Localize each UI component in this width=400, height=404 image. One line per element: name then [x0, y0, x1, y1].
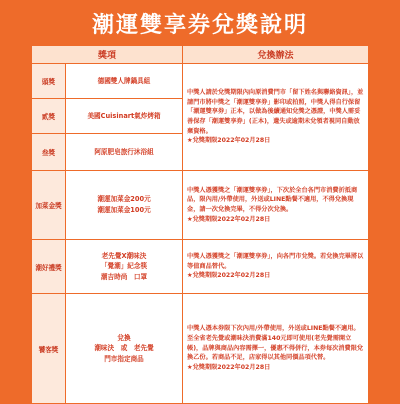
prize-line: 老先覺X潮味決	[101, 251, 147, 260]
prize-cell	[66, 294, 183, 404]
prize-line: 門市指定商品	[104, 354, 144, 363]
table-row	[32, 171, 369, 240]
method-cell-foodie	[183, 294, 369, 404]
method-text: 中獎人憑獲獎之「潮運雙享券」，下次於全台各門市消費折抵商品，限內用/外帶使用，外送或LINE點餐不適用，不得兌換現金，請一次兌換完畢，不得分次兌換。	[187, 186, 358, 213]
method-text: 至全省老先覺或潮味決消費滿140元即可使用(老先覺需開立帳)，品牌與商品內容需擇一，優惠不得併行，本券每次消費限兌換乙份。若商品不足，店家得以其他同價品項代替。	[187, 335, 364, 362]
rank-cell: 加菜金獎	[32, 171, 66, 240]
rank-cell: 叁獎	[32, 134, 66, 171]
rank-cell: 貳獎	[32, 99, 66, 134]
prize-line: 潮運加菜金200元	[97, 195, 151, 204]
method-text: 中獎人憑本券限下次內用/外帶使用，外送或LINE點餐不適用。	[187, 325, 360, 333]
deadline-text: ★兌獎期限2022年02月28日	[187, 272, 271, 280]
rank-cell: 潮好禮獎	[32, 240, 66, 294]
method-text: 中獎人憑獲獎之「潮運雙享券」，向各門市兌獎。若兌換完畢將以等值商品替代。	[187, 253, 364, 270]
method-cell-gift	[183, 240, 369, 294]
header-method: 兌換辦法	[183, 46, 369, 64]
table-row	[32, 240, 369, 294]
deadline-text: ★兌獎期限2022年02月28日	[187, 215, 271, 223]
method-cell-bonus	[183, 171, 369, 240]
prize-table	[31, 45, 369, 404]
page-title: 潮運雙享券兌獎說明	[91, 13, 308, 38]
prize-line: 兌換	[117, 333, 131, 342]
prize-line: 潮吉時尚 口罩	[100, 272, 148, 281]
deadline-text: ★兌獎期限2022年02月28日	[187, 363, 271, 371]
table-header-row	[32, 46, 369, 64]
prize-line: 「覺潮」紀念筷	[100, 262, 148, 271]
rank-cell: 頭獎	[32, 64, 66, 99]
method-cell-top3	[183, 64, 369, 171]
header-prize: 獎項	[32, 46, 183, 64]
prize-line: 潮味決 或 老先覺	[94, 344, 154, 353]
prize-cell	[66, 240, 183, 294]
prize-line: 潮運加菜金100元	[97, 206, 151, 214]
method-text: 中獎人請於兌獎期限內向原消費門市「留下姓名與聯絡資訊」，並請門市將中獎之「潮運雙享券」影印或拍照，中獎人得自行保留「潮運雙享券」正本，以做為後續通知兌獎之憑證，中獎人需妥善保存「潮運雙享券」(正本)，遺失或逾期未兌領者視同自動放棄資格。	[187, 89, 364, 135]
deadline-text: ★兌獎期限2022年02月28日	[187, 137, 271, 145]
prize-cell	[66, 171, 183, 240]
prize-cell: 阿原肥皂旅行沐浴組	[66, 134, 183, 171]
prize-cell: 美國Cuisinart氣炸烤箱	[66, 99, 183, 134]
table-row	[32, 294, 369, 404]
prize-cell: 德國雙人牌鍋具組	[66, 64, 183, 99]
table-row	[32, 64, 369, 99]
rank-cell: 饕客獎	[32, 294, 66, 404]
